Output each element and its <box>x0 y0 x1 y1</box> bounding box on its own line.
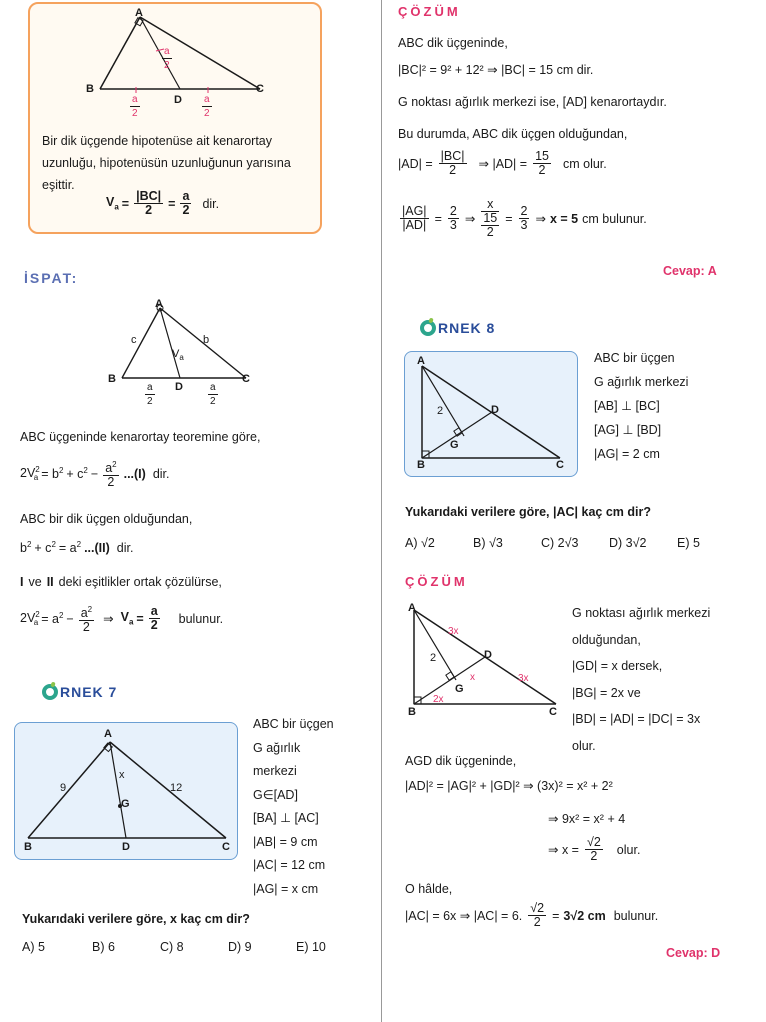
ornek7-given-list: ABC bir üçgen G ağırlık merkezi G∈[AD] [BA] ⊥ [AC] |AB| = 9 cm |AC| = 12 cm |AG| = x cm <box>253 717 334 896</box>
c2-label-g: G <box>455 683 464 695</box>
choice[interactable]: D) 9 <box>228 940 252 954</box>
o7-label-12: 12 <box>170 782 183 794</box>
o7-label-b: B <box>24 841 32 853</box>
c2-line2: |AD|² = |AG|² + |GD|² ⇒ (3x)² = x² + 2² <box>405 779 613 793</box>
ispat-label-a: A <box>155 298 163 310</box>
fig-frac-a2-slant: $\frac{a}{2}$ <box>164 46 170 71</box>
c2-line1: AGD dik üçgeninde, <box>405 754 517 768</box>
c1-line1: ABC dik üçgeninde, <box>398 36 508 50</box>
column-divider <box>381 0 382 1022</box>
o7-label-g: G <box>121 798 130 810</box>
cozum2-title: ÇÖZÜM <box>405 574 468 589</box>
theorem-text-line2: uzunluğu, hipotenüsün uzunluğunun yarısına <box>42 156 291 170</box>
c2-label-3x-top: 3x <box>448 626 459 637</box>
ispat-eq3: $2V^2_a$ = $a^2$ − $\frac{a^2}{2}$ ⇒ $V_a$ = $\frac{a}{2}$ bulunur. <box>20 604 224 635</box>
c1-line3: G noktası ağırlık merkezi ise, [AD] kenarortaydır. <box>398 95 667 109</box>
c2-line3: ⇒ 9x² = x² + 4 <box>548 812 626 826</box>
ispat-eq2: $b^2$ + $c^2$ = $a^2$ ...(II) dir. <box>20 540 134 556</box>
ispat-frac-left: $\frac{a}{2}$ <box>147 382 153 407</box>
ispat-text3: I ve II deki eşitlikler ortak çözülürse, <box>20 575 222 589</box>
c1-line4: Bu durumda, ABC dik üçgen olduğundan, <box>398 127 628 141</box>
ornek8-choices <box>405 536 700 550</box>
ispat-eq1: $2V^2_a$ = $b^2$ + $c^2$ − $\frac{a^2}{2}$ ...(I) dir. <box>20 460 170 490</box>
ornek-o-icon <box>42 684 58 700</box>
theorem-text-line1: Bir dik üçgende hipotenüse ait kenarortay <box>42 134 273 148</box>
o7-label-9: 9 <box>60 782 67 794</box>
o7-label-a: A <box>104 728 112 740</box>
ornek7-question: Yukarıdaki verilere göre, x kaç cm dir? <box>22 912 250 926</box>
cozum1-title: ÇÖZÜM <box>398 4 461 19</box>
fig-frac-a2-left: $\frac{a}{2}$ <box>132 94 138 119</box>
c1-line6: $\frac{|AG|}{|AD|}$ = $\frac{2}{3}$ ⇒ $\frac{x}{\frac{15}{2}}$ = $\frac{2}{3}$ ⇒ x = 5 cm bulunur. <box>402 197 647 239</box>
ornek7-triangle-figure <box>22 730 232 845</box>
fig-frac-a2-right: $\frac{a}{2}$ <box>204 94 210 119</box>
c2-line5: O hâlde, <box>405 882 453 896</box>
ispat-label-b-side: b <box>203 334 210 346</box>
o8-label-b: B <box>417 459 425 471</box>
o8-label-g: G <box>450 439 459 451</box>
choice[interactable]: A) √2 <box>405 536 435 550</box>
ispat-label-va: $V_a$ <box>172 348 184 363</box>
fig-label-a: A <box>135 7 143 19</box>
o8-label-2: 2 <box>437 405 444 417</box>
ispat-title: İSPAT: <box>24 270 79 286</box>
c2-line4: ⇒ x = $\frac{√2}{2}$ olur. <box>548 835 641 863</box>
choice[interactable]: C) 2√3 <box>541 536 579 550</box>
o7-label-c: C <box>222 841 230 853</box>
c2-line6: |AC| = 6x ⇒ |AC| = 6. $\frac{√2}{2}$ = 3√2 cm bulunur. <box>405 901 659 929</box>
o8-label-c: C <box>556 459 564 471</box>
cevap1: Cevap: A <box>663 264 717 278</box>
c1-line5: |AD| = $\frac{|BC|}{2}$ ⇒ |AD| = $\frac{15}{2}$ cm olur. <box>398 149 607 177</box>
o7-label-x: x <box>119 769 125 781</box>
c2-label-b: B <box>408 706 416 718</box>
ispat-label-b: B <box>108 373 116 385</box>
choice[interactable]: B) 6 <box>92 940 115 954</box>
ispat-label-d: D <box>175 381 183 393</box>
theorem-text-line3: eşittir. <box>42 178 75 192</box>
cozum2-side-text: G noktası ağırlık merkezi olduğundan, |GD| = x dersek, |BG| = 2x ve |BD| = |AD| = |DC| = 3x olur. <box>572 606 711 753</box>
fig-label-b: B <box>86 83 94 95</box>
c2-label-x: x <box>470 672 475 683</box>
ispat-frac-right: $\frac{a}{2}$ <box>210 382 216 407</box>
c2-label-a: A <box>408 602 416 614</box>
ispat-text1: ABC üçgeninde kenarortay teoremine göre, <box>20 430 261 444</box>
ispat-label-c-side: c <box>131 334 137 346</box>
c2-label-c: C <box>549 706 557 718</box>
c2-label-d: D <box>484 649 492 661</box>
fig-label-c: C <box>256 83 264 95</box>
o8-label-d: D <box>491 404 499 416</box>
c2-label-2: 2 <box>430 652 437 664</box>
c1-line2: |BC|² = 9² + 12² ⇒ |BC| = 15 cm dir. <box>398 63 594 77</box>
choice[interactable]: E) 5 <box>677 536 700 550</box>
ornek-o-icon <box>420 320 436 336</box>
cevap2: Cevap: D <box>666 946 721 960</box>
choice[interactable]: B) √3 <box>473 536 503 550</box>
ornek8-given-list: ABC bir üçgen G ağırlık merkezi [AB] ⊥ [BC] [AG] ⊥ [BD] |AG| = 2 cm <box>594 351 689 461</box>
c2-label-3x-right: 3x <box>518 673 529 684</box>
choice[interactable]: A) 5 <box>22 940 45 954</box>
ornek8-title: RNEK 8 <box>420 320 495 336</box>
o7-label-d: D <box>122 841 130 853</box>
choice[interactable]: C) 8 <box>160 940 184 954</box>
ispat-label-c: C <box>242 373 250 385</box>
fig-label-d: D <box>174 94 182 106</box>
theorem-formula: $V_a$ = $\frac{|BC|}{2}$ = $\frac{a}{2}$ dir. <box>106 189 220 217</box>
ispat-text2: ABC bir dik üçgen olduğundan, <box>20 512 193 526</box>
ornek7-title: RNEK 7 <box>42 684 117 700</box>
ornek8-question: Yukarıdaki verilere göre, |AC| kaç cm dir? <box>405 505 651 519</box>
choice[interactable]: E) 10 <box>296 940 326 954</box>
ornek7-choices <box>22 940 326 954</box>
choice[interactable]: D) 3√2 <box>609 536 647 550</box>
o8-label-a: A <box>417 355 425 367</box>
c2-label-2x: 2x <box>433 694 444 705</box>
